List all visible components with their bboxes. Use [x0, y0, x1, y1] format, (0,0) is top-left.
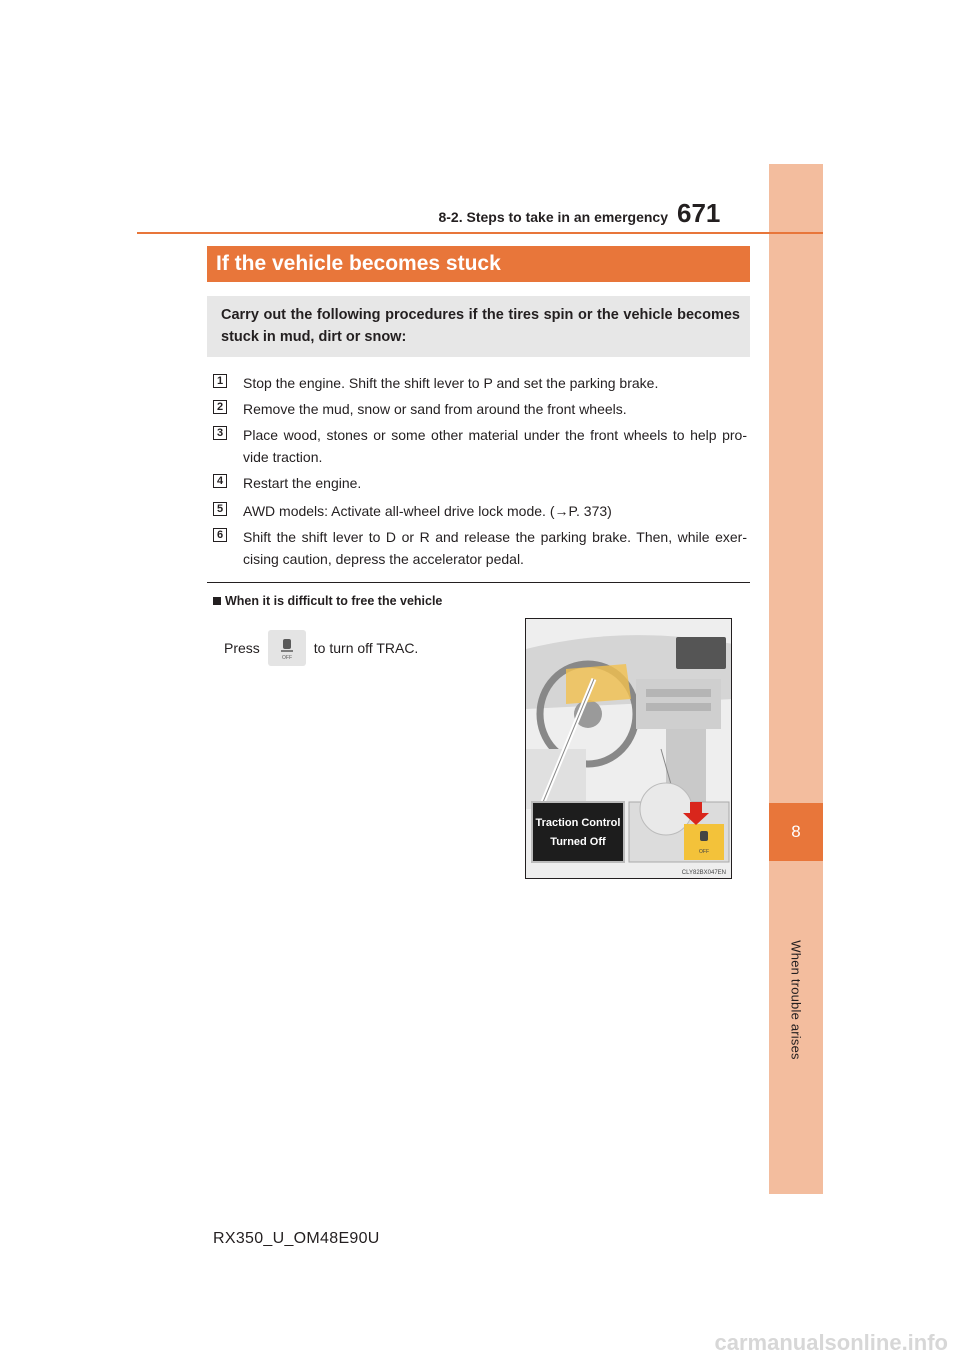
note-heading: [213, 594, 442, 608]
chapter-number: 8: [791, 822, 801, 841]
trac-off-button-icon: [268, 630, 306, 666]
illustration-code: CLY82BX047EN: [681, 870, 726, 876]
step-text: Shift the shift lever to D or R and release the parking brake. Then, while exer-cising caution, depress the accelerator pedal.: [243, 529, 747, 567]
step-number: 1: [213, 374, 227, 388]
header-rule: [137, 232, 823, 234]
section-title: 8-2. Steps to take in an emergency: [438, 209, 668, 225]
dashboard-illustration: [525, 618, 732, 879]
intro-box: Carry out the following procedures if the tires spin or the vehicle becomes stuck in mud, dirt or snow:: [207, 296, 750, 357]
step-text: Remove the mud, snow or sand from around the front wheels.: [243, 401, 627, 417]
step-number: 2: [213, 400, 227, 414]
step-text: Restart the engine.: [243, 475, 362, 491]
note-heading-text: When it is difficult to free the vehicle: [225, 594, 443, 608]
watermark: carmanualsonline.info: [714, 1330, 948, 1355]
chapter-tab: [769, 803, 823, 861]
note-text-before: Press: [224, 640, 260, 656]
step-number: 6: [213, 528, 227, 542]
step-text: Place wood, stones or some other material under the front wheels to help pro-vide traction.: [243, 427, 747, 465]
page-title-text: If the vehicle becomes stuck: [216, 252, 501, 275]
display-line-1: Traction Control: [535, 817, 621, 829]
step-text: AWD models: Activate all-wheel drive lock mode. (→P. 373): [243, 503, 612, 519]
button-off-label: OFF: [699, 849, 709, 855]
step-number: 4: [213, 474, 227, 488]
note-text: [224, 630, 418, 666]
step-number: 3: [213, 426, 227, 440]
bullet-square-icon: [213, 597, 221, 605]
document-code: RX350_U_OM48E90U: [213, 1230, 380, 1247]
icon-off-label: OFF: [281, 655, 292, 661]
page-number: 671: [677, 198, 721, 228]
display-line-2: Turned Off: [550, 836, 606, 848]
step-text: Stop the engine. Shift the shift lever to P and set the parking brake.: [243, 375, 659, 391]
step-number: 5: [213, 502, 227, 516]
section-divider: [207, 582, 750, 583]
chapter-label: When trouble arises: [788, 940, 804, 1060]
note-text-after: to turn off TRAC.: [313, 640, 419, 656]
page-title: [207, 246, 750, 282]
